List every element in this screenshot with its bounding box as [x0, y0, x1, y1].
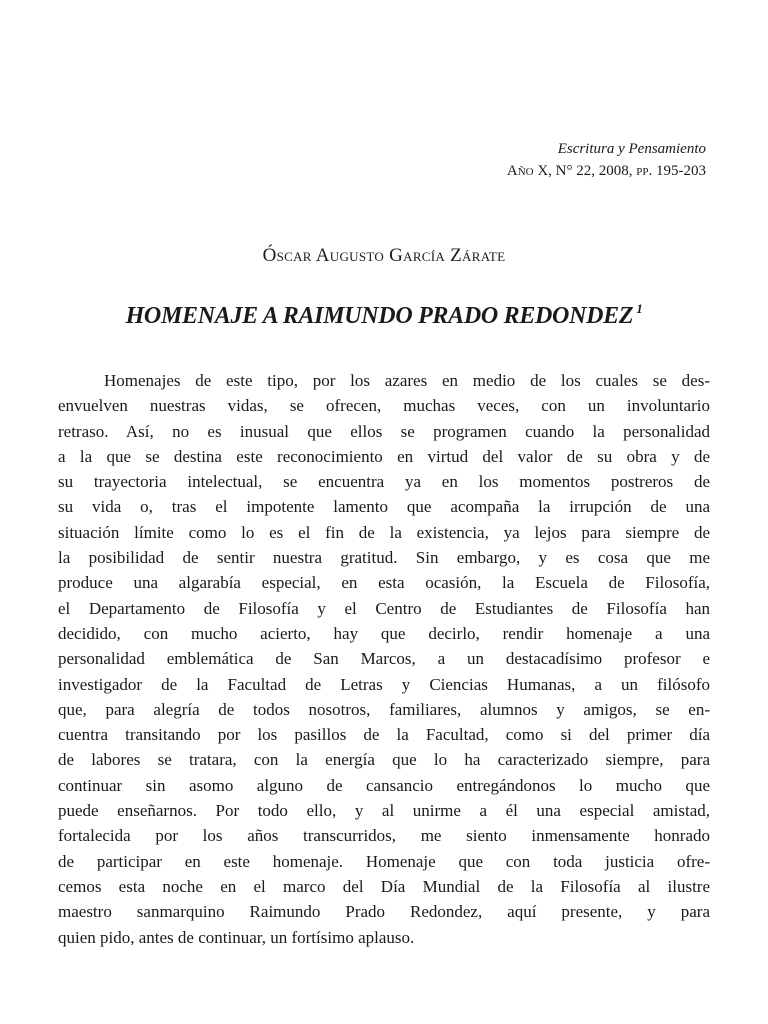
text-line: que, para alegría de todos nosotros, familiares, alumnos y amigos, se en- — [58, 699, 710, 719]
text-line: continuar sin asomo alguno de cansancio entregándonos lo mucho que — [58, 775, 710, 795]
text-line: fortalecida por los años transcurridos, me siento inmensamente honrado — [58, 826, 710, 846]
text-line: decidido, con mucho acierto, hay que decirlo, rendir homenaje a una — [58, 623, 710, 643]
text-line: el Departamento de Filosofía y el Centro de Estudiantes de Filosofía han — [58, 598, 710, 618]
text-line: cuentra transitando por los pasillos de la Facultad, como si del primer día — [58, 725, 710, 745]
footnote-mark: 1 — [636, 301, 643, 316]
text-line: la posibilidad de sentir nuestra gratitud. Sin embargo, y es cosa que me — [58, 548, 710, 568]
text-line: Homenajes de este tipo, por los azares en medio de los cuales se des- — [104, 371, 710, 390]
text-line: envuelven nuestras vidas, se ofrecen, muchas veces, con un involuntario — [58, 396, 710, 416]
issue-info: Año X, N° 22, 2008, pp. 195-203 — [506, 163, 706, 179]
journal-header — [507, 138, 706, 182]
text-line: quien pido, antes de continuar, un fortísimo aplauso. — [58, 927, 415, 947]
text-line: puede enseñarnos. Por todo ello, y al unirme a él una especial amistad, — [58, 801, 710, 821]
article-title-text: HOMENAJE A RAIMUNDO PRADO REDONDEZ — [125, 303, 634, 329]
text-line: cemos esta noche en el marco del Día Mundial de la Filosofía al ilustre — [58, 876, 710, 896]
text-line: su trayectoria intelectual, se encuentra ya en los momentos postreros de — [58, 472, 710, 492]
text-line: de labores se tratara, con la energía que lo ha caracterizado siempre, para — [58, 750, 710, 770]
text-line: situación límite como lo es el fin de la existencia, ya lejos para siempre de — [58, 522, 710, 542]
text-line: su vida o, tras el impotente lamento que acompaña la irrupción de una — [58, 497, 710, 517]
text-line: produce una algarabía especial, en esta ocasión, la Escuela de Filosofía, — [58, 573, 710, 593]
text-line: retraso. Así, no es inusual que ellos se programen cuando la personalidad — [58, 421, 710, 441]
text-line: personalidad emblemática de San Marcos, a un destacadísimo profesor e — [58, 649, 710, 669]
article-title — [0, 303, 768, 330]
text-line: maestro sanmarquino Raimundo Prado Redondez, aquí presente, y para — [58, 902, 710, 922]
text-line: investigador de la Facultad de Letras y Ciencias Humanas, a un filósofo — [58, 674, 710, 694]
text-line: de participar en este homenaje. Homenaje que con toda justicia ofre- — [58, 851, 710, 871]
body-paragraph — [58, 368, 710, 950]
author-name: Óscar Augusto García Zárate — [262, 245, 506, 266]
journal-title: Escritura y Pensamiento — [557, 141, 706, 157]
text-line: a la que se destina este reconocimiento en virtud del valor de su obra y de — [58, 446, 710, 466]
